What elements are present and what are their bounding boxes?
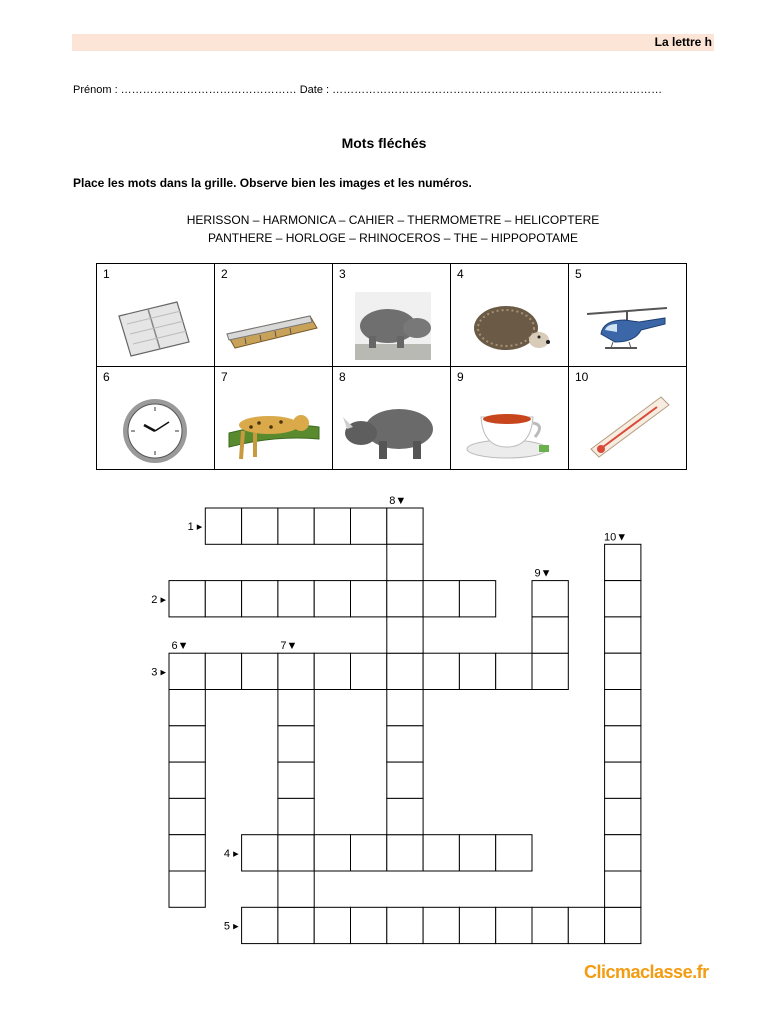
grid-cell[interactable] xyxy=(605,798,641,834)
grid-cell[interactable] xyxy=(169,653,205,689)
grid-cell[interactable] xyxy=(205,653,241,689)
picture-number: 2 xyxy=(221,267,228,281)
grid-cell[interactable] xyxy=(387,544,423,580)
word-list-line-2: PANTHERE – HORLOGE – RHINOCEROS – THE – HIPPOPOTAME xyxy=(207,231,579,245)
grid-cell[interactable] xyxy=(605,871,641,907)
grid-cell[interactable] xyxy=(278,726,314,762)
grid-cell[interactable] xyxy=(459,653,495,689)
header-title: La lettre h xyxy=(654,35,712,49)
picture-number: 8 xyxy=(339,370,346,384)
grid-cell[interactable] xyxy=(605,617,641,653)
grid-cell[interactable] xyxy=(387,617,423,653)
grid-cell[interactable] xyxy=(242,907,278,943)
grid-cell[interactable] xyxy=(314,581,350,617)
picture-number: 5 xyxy=(575,267,582,281)
clue-number-7: 7▼ xyxy=(280,640,298,653)
grid-cell[interactable] xyxy=(242,653,278,689)
picture-number: 7 xyxy=(221,370,228,384)
grid-cell[interactable] xyxy=(496,835,532,871)
clue-number-4: 4 ▸ xyxy=(223,847,239,860)
grid-cell[interactable] xyxy=(351,907,387,943)
clue-number-5: 5 ▸ xyxy=(223,920,239,933)
grid-cell[interactable] xyxy=(387,653,423,689)
grid-cell[interactable] xyxy=(387,835,423,871)
grid-cell[interactable] xyxy=(169,690,205,726)
grid-cell[interactable] xyxy=(278,762,314,798)
grid-cell[interactable] xyxy=(605,762,641,798)
grid-cell[interactable] xyxy=(351,508,387,544)
grid-cell[interactable] xyxy=(278,653,314,689)
grid-cell[interactable] xyxy=(387,726,423,762)
grid-cell[interactable] xyxy=(387,907,423,943)
clue-number-3: 3 ▸ xyxy=(151,666,166,679)
grid-cell[interactable] xyxy=(532,907,568,943)
grid-cell[interactable] xyxy=(532,617,568,653)
grid-cell[interactable] xyxy=(351,581,387,617)
grid-cell[interactable] xyxy=(314,653,350,689)
grid-cell[interactable] xyxy=(605,835,641,871)
grid-cell[interactable] xyxy=(532,653,568,689)
picture-number: 6 xyxy=(103,370,110,384)
grid-cell[interactable] xyxy=(459,835,495,871)
grid-cell[interactable] xyxy=(314,835,350,871)
grid-cell[interactable] xyxy=(605,690,641,726)
grid-cell[interactable] xyxy=(169,835,205,871)
name-date-line: Prénom : ………………………………………… Date : ……………………………………………………………………………… xyxy=(73,84,663,96)
grid-cell[interactable] xyxy=(496,653,532,689)
grid-cell[interactable] xyxy=(423,907,459,943)
grid-cell[interactable] xyxy=(605,726,641,762)
clue-number-9: 9▼ xyxy=(534,567,552,580)
picture-number: 1 xyxy=(103,267,110,281)
grid-cell[interactable] xyxy=(169,762,205,798)
grid-cell[interactable] xyxy=(205,581,241,617)
instruction-text: Place les mots dans la grille. Observe bien les images et les numéros. xyxy=(73,176,472,190)
grid-cell[interactable] xyxy=(169,798,205,834)
clue-number-1: 1 ▸ xyxy=(187,521,203,534)
picture-number: 4 xyxy=(457,267,464,281)
grid-cell[interactable] xyxy=(423,581,459,617)
grid-cell[interactable] xyxy=(423,835,459,871)
grid-cell[interactable] xyxy=(169,726,205,762)
grid-cell[interactable] xyxy=(423,653,459,689)
grid-cell[interactable] xyxy=(242,835,278,871)
grid-cell[interactable] xyxy=(278,581,314,617)
clue-number-6: 6▼ xyxy=(171,640,189,653)
grid-cell[interactable] xyxy=(314,508,350,544)
clicmaclasse-logo: Clicmaclasse.fr xyxy=(584,962,709,982)
grid-cell[interactable] xyxy=(351,835,387,871)
clue-number-8: 8▼ xyxy=(389,495,407,507)
grid-cell[interactable] xyxy=(387,581,423,617)
grid-cell[interactable] xyxy=(169,871,205,907)
grid-cell[interactable] xyxy=(459,581,495,617)
grid-cell[interactable] xyxy=(496,907,532,943)
clue-number-10: 10▼ xyxy=(604,531,628,544)
grid-cell[interactable] xyxy=(242,581,278,617)
grid-cell[interactable] xyxy=(605,907,641,943)
clue-number-2: 2 ▸ xyxy=(151,593,166,606)
picture-number: 3 xyxy=(339,267,346,281)
grid-cell[interactable] xyxy=(278,835,314,871)
grid-cell[interactable] xyxy=(314,907,350,943)
picture-number: 9 xyxy=(457,370,464,384)
grid-cell[interactable] xyxy=(532,581,568,617)
page-title: Mots fléchés xyxy=(341,135,427,151)
grid-cell[interactable] xyxy=(387,690,423,726)
grid-cell[interactable] xyxy=(459,907,495,943)
grid-cell[interactable] xyxy=(605,653,641,689)
grid-cell[interactable] xyxy=(605,581,641,617)
grid-cell[interactable] xyxy=(278,798,314,834)
grid-cell[interactable] xyxy=(387,798,423,834)
grid-cell[interactable] xyxy=(351,653,387,689)
grid-cell[interactable] xyxy=(605,544,641,580)
word-list-line-1: HERISSON – HARMONICA – CAHIER – THERMOMETRE – HELICOPTERE xyxy=(186,213,600,227)
grid-cell[interactable] xyxy=(278,907,314,943)
grid-cell[interactable] xyxy=(387,762,423,798)
grid-cell[interactable] xyxy=(387,508,423,544)
grid-cell[interactable] xyxy=(242,508,278,544)
grid-cell[interactable] xyxy=(169,581,205,617)
grid-cell[interactable] xyxy=(205,508,241,544)
grid-cell[interactable] xyxy=(278,690,314,726)
picture-number: 10 xyxy=(575,370,589,384)
grid-cell[interactable] xyxy=(278,871,314,907)
grid-cell[interactable] xyxy=(568,907,604,943)
grid-cell[interactable] xyxy=(278,508,314,544)
